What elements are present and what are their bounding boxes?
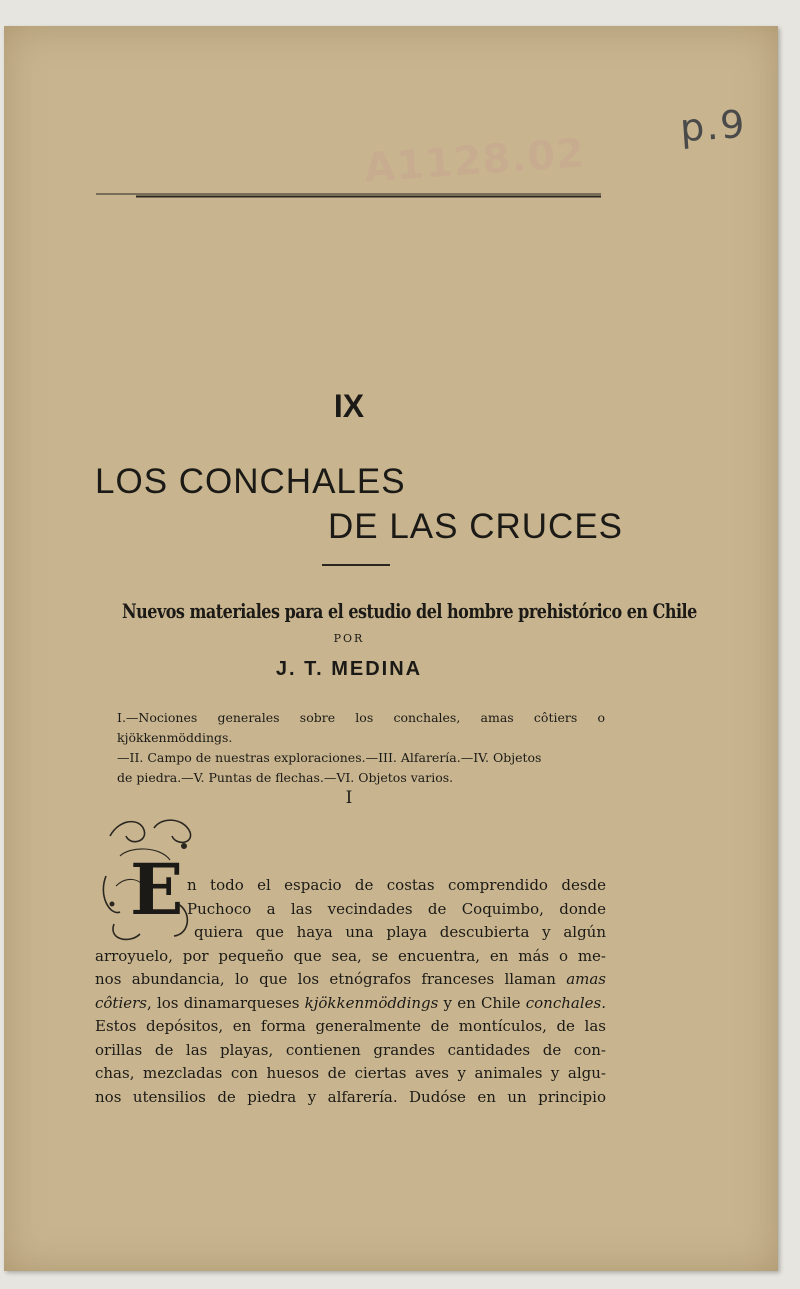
body-italic-term: amas [566,970,606,988]
byline: POR [333,632,365,645]
library-stamp: A1128.02 [362,130,587,192]
body-italic-term: côtiers [95,993,148,1012]
body-line: Estos depósitos, en forma generalmente de montículos, de las [95,1017,606,1035]
summary-line: —II. Campo de nuestras exploraciones.—III. Alfarería.—IV. Objetos [117,750,542,765]
body-line [95,992,606,1016]
body-text-span: , los dinamarqueses [147,993,305,1012]
section-number: I [345,788,353,808]
chapter-summary [93,708,605,788]
dropcap-letter: E [130,848,184,931]
title-line-1: LOS CONCHALES [95,462,406,501]
body-italic-term: kjökkenmöddings [304,993,439,1012]
header-rule [96,192,601,198]
body-text-span: nos abundancia, lo que los etnógrafos franceses llaman [95,970,567,988]
book-page [4,26,778,1271]
body-line: orillas de las playas, contienen grandes cantidades de con- [95,1040,606,1059]
chapter-number: IX [333,388,365,424]
body-line: arroyuelo, por pequeño que sea, se encuentra, en más o me- [95,946,606,965]
summary-line: I.—Nociones generales sobre los conchales, amas côtiers o kjökkenmöddings. [117,710,605,745]
title-divider [322,564,390,566]
body-line: quiera que haya una playa descubierta y algún [194,923,606,941]
body-line: chas, mezcladas con huesos de ciertas aves y animales y algu- [95,1064,606,1082]
summary-line: de piedra.—V. Puntas de flechas.—VI. Objetos varios. [117,770,454,785]
body-paragraph [95,874,606,1109]
handwritten-page-note: p.9 [678,101,748,151]
body-line [95,968,606,992]
body-line: Puchoco a las vecindades de Coquimbo, donde [187,899,606,918]
body-text-span: y en Chile [438,993,526,1012]
body-line: n todo el espacio de costas comprendido desde [187,876,606,894]
author-name: J. T. MEDINA [275,658,423,680]
subtitle: Nuevos materiales para el estudio del hombre prehistórico en Chile [122,599,697,623]
body-line: nos utensilios de piedra y alfarería. Dudóse en un principio [95,1087,606,1106]
body-italic-term: conchales. [525,993,606,1012]
title-line-2: DE LAS CRUCES [328,507,624,546]
